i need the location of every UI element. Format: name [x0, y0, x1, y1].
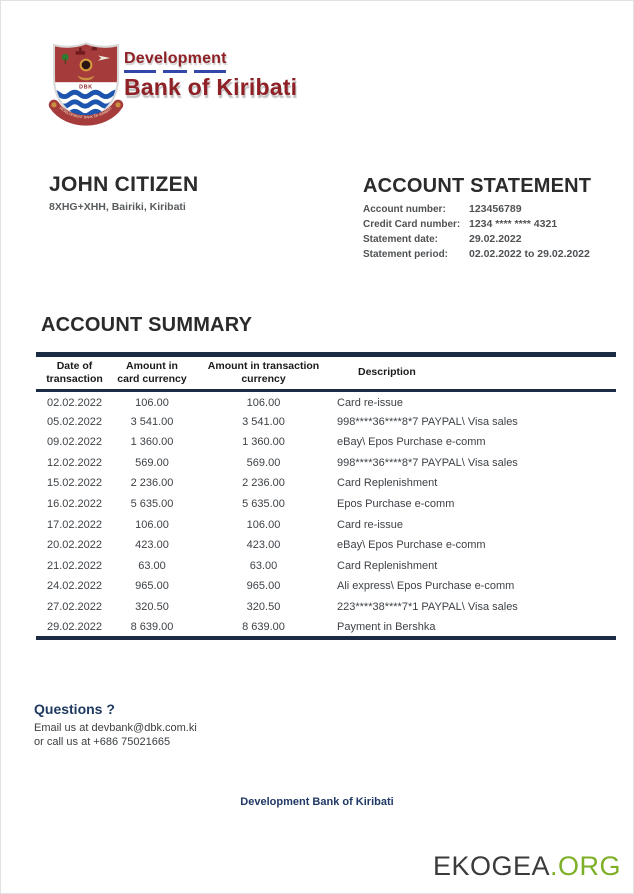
cell-description: Card re-issue — [337, 518, 404, 531]
table-row — [36, 494, 616, 515]
cell-description: eBay\ Epos Purchase e-comm — [337, 436, 486, 449]
watermark-tld: .ORG — [549, 851, 621, 881]
cell-description: Payment in Bershka — [337, 620, 436, 633]
col-header-date: Date of transaction — [46, 360, 103, 385]
cell-amount-transaction: 8 639.00 — [242, 620, 285, 633]
table-row — [36, 535, 616, 556]
questions-title: Questions ? — [34, 701, 115, 717]
cell-date: 24.02.2022 — [46, 580, 103, 593]
statement-period-value: 02.02.2022 to 29.02.2022 — [469, 248, 590, 260]
table-row — [36, 514, 616, 535]
customer-block — [49, 173, 198, 213]
transactions-table — [36, 352, 616, 640]
cell-amount-card: 1 360.00 — [130, 436, 174, 449]
cell-description: Epos Purchase e-comm — [337, 497, 455, 510]
cell-description: Card Replenishment — [337, 559, 438, 572]
table-row — [36, 391, 616, 412]
account-number-value: 123456789 — [469, 203, 522, 215]
crest-sun — [81, 60, 92, 71]
table-row — [36, 411, 616, 432]
cell-date: 16.02.2022 — [46, 497, 103, 510]
cell-date: 09.02.2022 — [46, 436, 103, 449]
statement-period-label: Statement period: — [363, 249, 449, 260]
col-header-amount-card: Amount in card currency — [117, 360, 187, 385]
cell-amount-card: 2 236.00 — [130, 477, 174, 490]
col-header-amount-transaction: Amount in transaction currency — [207, 360, 320, 385]
cell-description: 223****38****7*1 PAYPAL\ Visa sales — [337, 600, 518, 613]
summary-title: ACCOUNT SUMMARY — [41, 314, 253, 336]
questions-phone-line: or call us at +686 75021665 — [34, 736, 171, 748]
cell-description: Card Replenishment — [337, 477, 438, 490]
cell-date: 17.02.2022 — [46, 518, 103, 531]
footer-bank-name: Development Bank of Kiribati — [240, 796, 394, 808]
cell-amount-card: 106.00 — [135, 518, 169, 531]
cell-date: 12.02.2022 — [46, 456, 103, 469]
account-number-label: Account number: — [363, 204, 446, 215]
crest-monogram: DBK — [79, 84, 93, 91]
cell-amount-transaction: 965.00 — [246, 580, 281, 593]
cell-amount-card: 569.00 — [135, 456, 169, 469]
statement-block — [363, 175, 619, 261]
bank-crest-logo — [47, 39, 125, 136]
watermark-name: EKOGEA — [432, 851, 550, 881]
cell-amount-transaction: 320.50 — [246, 600, 281, 613]
crest-ribbon-text: DEVELOPMENT BANK OF KIRIBATI — [58, 105, 113, 120]
statement-title: ACCOUNT STATEMENT — [363, 175, 592, 197]
statement-date-label: Statement date: — [363, 234, 439, 245]
cell-amount-transaction: 569.00 — [246, 456, 281, 469]
table-row — [36, 452, 616, 473]
questions-block — [34, 701, 197, 749]
cell-description: eBay\ Epos Purchase e-comm — [337, 539, 486, 552]
cell-amount-transaction: 63.00 — [249, 559, 278, 572]
cell-amount-card: 3 541.00 — [130, 415, 174, 428]
col-header-description: Description — [358, 366, 416, 379]
cell-amount-transaction: 106.00 — [246, 518, 281, 531]
bank-logo — [47, 39, 125, 136]
cell-amount-transaction: 423.00 — [246, 539, 281, 552]
cell-date: 02.02.2022 — [46, 396, 103, 409]
cell-amount-transaction: 106.00 — [246, 396, 281, 409]
credit-card-number-label: Credit Card number: — [363, 219, 461, 230]
cell-date: 15.02.2022 — [46, 477, 103, 490]
cell-date: 29.02.2022 — [46, 620, 103, 633]
cell-date: 20.02.2022 — [46, 539, 103, 552]
cell-amount-card: 423.00 — [135, 539, 169, 552]
cell-description: Card re-issue — [337, 396, 404, 409]
table-row — [36, 597, 616, 618]
cell-description: 998****36****8*7 PAYPAL\ Visa sales — [337, 456, 518, 469]
questions-email-line: Email us at devbank@dbk.com.ki — [34, 722, 197, 734]
wordmark-underline-dashes — [124, 70, 297, 73]
table-row — [36, 432, 616, 453]
cell-amount-transaction: 1 360.00 — [242, 436, 285, 449]
table-header-row — [36, 355, 616, 391]
cell-amount-transaction: 2 236.00 — [242, 477, 285, 490]
table-row — [36, 576, 616, 597]
watermark — [433, 851, 621, 882]
wordmark-line2: Bank of Kiribati — [124, 74, 298, 100]
cell-description: 998****36****8*7 PAYPAL\ Visa sales — [337, 415, 518, 428]
cell-amount-card: 5 635.00 — [130, 497, 174, 510]
transactions-table-wrap — [36, 352, 616, 640]
cell-amount-card: 965.00 — [135, 580, 169, 593]
cell-amount-card: 106.00 — [135, 396, 169, 409]
cell-date: 27.02.2022 — [46, 600, 103, 613]
table-row — [36, 473, 616, 494]
customer-name: JOHN CITIZEN — [49, 173, 199, 196]
cell-amount-transaction: 5 635.00 — [242, 497, 285, 510]
cell-amount-card: 8 639.00 — [130, 620, 174, 633]
cell-amount-transaction: 3 541.00 — [242, 415, 285, 428]
bank-wordmark — [124, 50, 297, 101]
statement-fields — [363, 203, 619, 261]
table-row — [36, 617, 616, 638]
cell-amount-card: 320.50 — [135, 600, 169, 613]
table-row — [36, 555, 616, 576]
wordmark-line1: Development — [124, 50, 227, 67]
cell-date: 21.02.2022 — [46, 559, 103, 572]
cell-date: 05.02.2022 — [46, 415, 103, 428]
credit-card-number-value: 1234 **** **** 4321 — [469, 218, 558, 230]
statement-date-value: 29.02.2022 — [469, 233, 522, 245]
cell-amount-card: 63.00 — [138, 559, 166, 572]
cell-description: Ali express\ Epos Purchase e-comm — [337, 580, 515, 593]
customer-address: 8XHG+XHH, Bairiki, Kiribati — [49, 201, 186, 213]
